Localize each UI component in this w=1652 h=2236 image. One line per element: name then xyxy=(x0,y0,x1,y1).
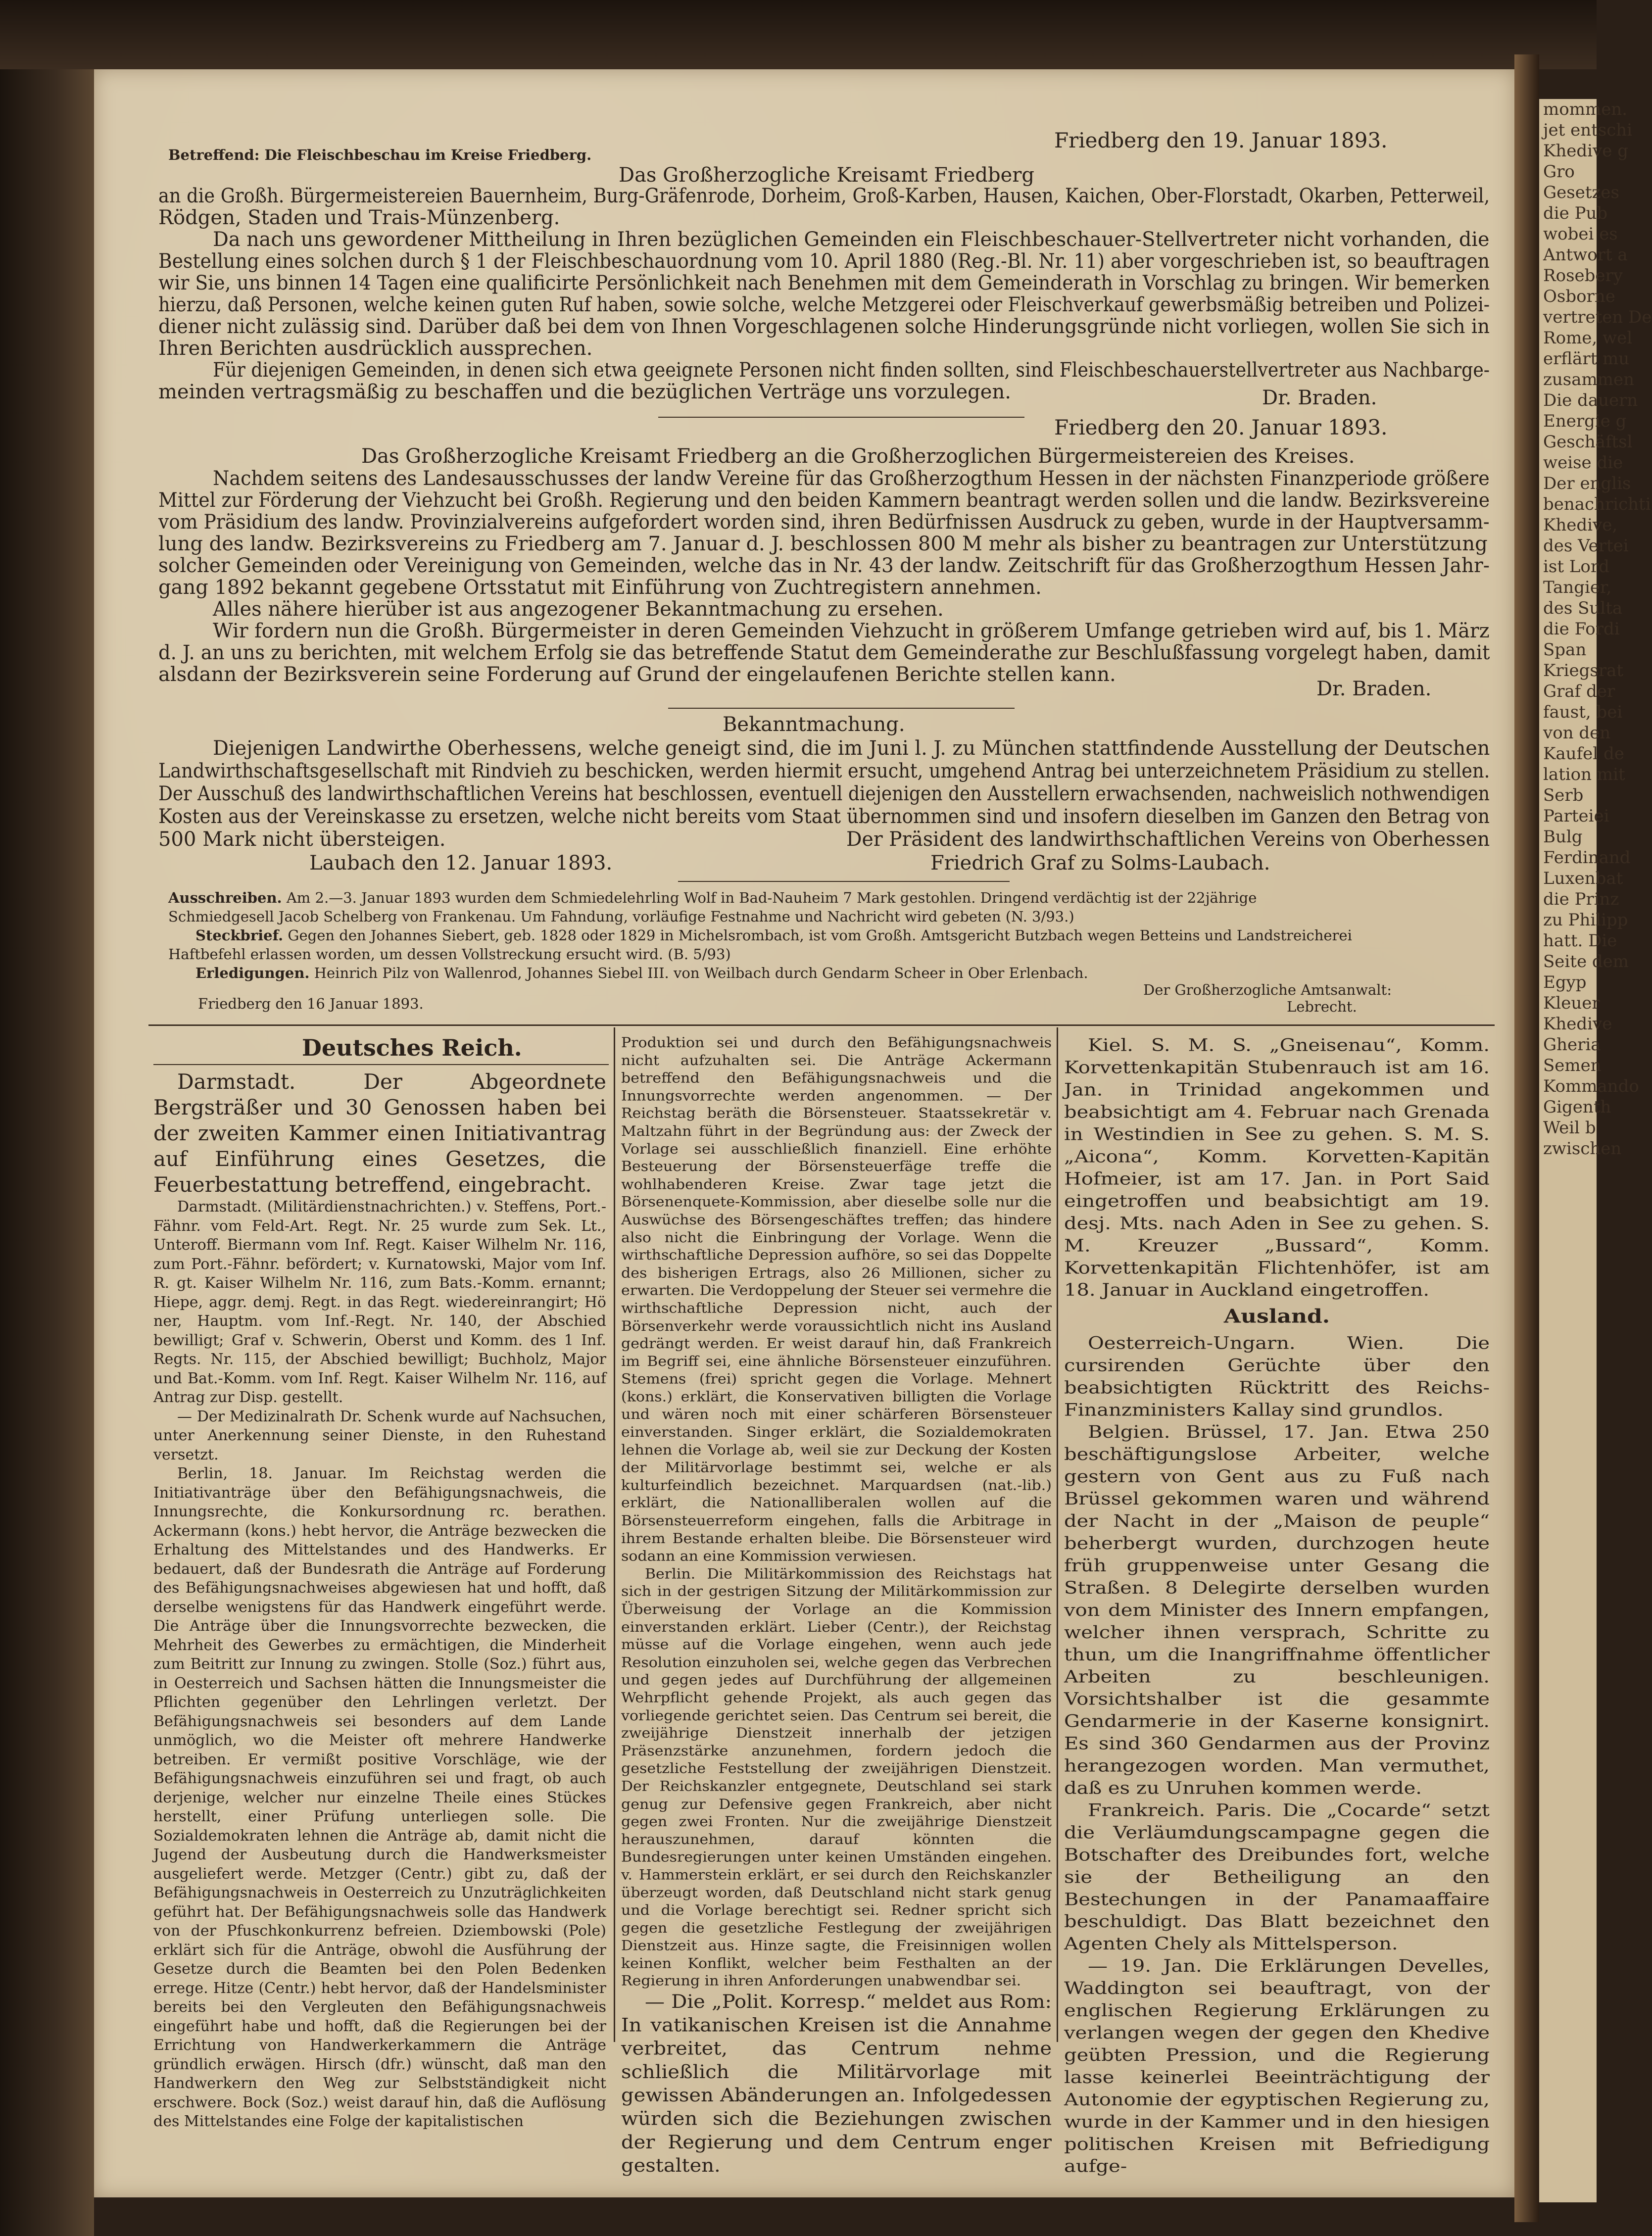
paragraph: — Der Medizinalrath Dr. Schenk wurde auf Nachsuchen, unter Anerkennung seiner Dienste, in den Ruhestand versetzt. xyxy=(153,1408,606,1463)
notice-line: 500 Mark nicht übersteigen. xyxy=(158,828,446,851)
notice1-heading: Das Großherzogliche Kreisamt Friedberg xyxy=(619,164,1034,187)
adjacent-page-fragment: Die dauern xyxy=(1543,390,1638,410)
adjacent-page-fragment: Semen xyxy=(1543,1056,1602,1075)
adjacent-page-fragment: des Vertei xyxy=(1543,536,1629,556)
paragraph: Berlin, 18. Januar. Im Reichstag werden die Initiativanträge über den Befähigungsnachweis, die Innungsrechte, die Konkursordnung rc. berathen. Ackermann (kons.) hebt hervor, die Anträge bezwecken die Erhaltung des Mittelstandes und des Handwerks. Er bedauert, daß der Bundesrath die Anträge auf Forderung des Befähigungsnachweises abgewiesen hat und hofft, daß derselbe wenigstens für das Handwerk eingeführt werde. Die Anträge über die Innungsvorrechte bezwecken, die Mehrheit des Gewerbes zu ermächtigen, die Minderheit zum Beitritt zur Innung zu zwingen. Stolle (Soz.) führt aus, in Oesterreich und Sachsen hätten die Innungsmeister die Pflichten gegenüber den Lehrlingen verletzt. Der Befähigungsnachweis sei besonders auf dem Lande unmöglich, wo die Meister oft mehrere Handwerke betreiben. Er vermißt positive Vorschläge, wie der Befähigungsnachweis einzuführen sei und fragt, ob auch derjenige, welcher nur einzelne Theile eines Stückes herstellt, einer Prüfung unterliegen solle. Die Sozialdemokraten lehnen die Anträge ab, damit nicht die Jugend der Ausbeutung durch die Handwerksmeister ausgeliefert werde. Metzger (Centr.) gibt zu, daß der Befähigungsnachweis in Oesterreich zu Unzuträglichkeiten geführt hat. Der Befähigungsnachweis solle das Handwerk von der Pfuschkonkurrenz befreien. Dziembowski (Pole) erklärt sich für die Anträge, obwohl die Ausführung der Gesetze durch die Beamten bei den Polen Bedenken errege. Hitze (Centr.) hebt hervor, daß der Handelsminister bereits bei den Vergleuten den Befähigungsnachweis eingeführt habe und hofft, daß die Regierungen bei der Errichtung von Handwerkerkammern die Anträge gründlich erwägen. Hirsch (dfr.) wünscht, daß man den Handwerkern den Weg zur Selbstständigkeit nicht erschwere. Bock (Soz.) weist darauf hin, daß die Auflösung des Mittelstandes eine Folge der kapitalistischen xyxy=(153,1465,606,2130)
paragraph: Belgien. Brüssel, 17. Jan. Etwa 250 beschäftigungslose Arbeiter, welche gestern von Gent aus zu Fuß nach Brüssel gekommen waren und während der Nacht in der „Maison de peuple“ beherbergt wurden, durchzogen heute früh gruppenweise unter Gesang die Straßen. 8 Delegirte derselben wurden von dem Minister des Innern empfangen, welcher ihnen versprach, Schritte zu thun, um die Inangriffnahme öffentlicher Arbeiten zu beschleunigen. Vorsichtshalber ist die gesammte Gendarmerie in der Kaserne konsignirt. Es sind 360 Gendarmen aus der Provinz herangezogen worden. Man vermuthet, daß es zu Unruhen kommen werde. xyxy=(1064,1422,1490,1799)
adjacent-page-fragment: Graf der xyxy=(1543,681,1615,701)
adjacent-page-fragment: Khedive g xyxy=(1543,141,1628,161)
notice-line: Da nach uns gewordener Mittheilung in Ihren bezüglichen Gemeinden ein Fleischbeschauer-Stellvertreter nicht vorhanden, die xyxy=(213,228,1490,251)
notice3-signer-name: Friedrich Graf zu Solms-Laubach. xyxy=(930,852,1270,875)
adjacent-page-fragment: Serb xyxy=(1543,785,1584,805)
police-label-ausschreiben: Ausschreiben. xyxy=(168,889,282,906)
notice3-dateline: Laubach den 12. Januar 1893. xyxy=(309,852,613,875)
column1-heading: Deutsches Reich. xyxy=(302,1034,522,1061)
ausland-heading: Ausland. xyxy=(1223,1306,1330,1328)
notice-line: Landwirthschaftsgesellschaft mit Rindvieh zu beschicken, werden hiermit ersucht, umgehend Antrag bei unterzeichnetem Präsidium zu stellen. xyxy=(158,760,1490,782)
paragraph: Produktion sei und durch den Befähigungsnachweis nicht aufzuhalten sei. Die Anträge Ackermann betreffend den Befähigungsnachweis und die Innungsvorrechte werden angenommen. — Der Reichstag beräth die Börsensteuer. Staatssekretär v. Maltzahn führt in der Begründung aus: der Zweck der Vorlage sei ausschließlich finanziell. Eine erhöhte Besteuerung der Börsensteuerfäge treffe die wohlhabenderen Kreise. Zwar tage jetzt die Börsenenquete-Kommission, aber dieselbe solle nur die Auswüchse des Börsengeschäftes treffen; das hindere also nicht die Einbringung der Vorlage. Wenn die wirthschaftliche Depression aufhöre, so sei das Doppelte des bisherigen Ertrags, also 26 Millionen, sicher zu erwarten. Die Verdoppelung der Steuer sei vermehre die wirthschaftliche Depression nicht, auch der Börsenverkehr werde voraussichtlich nicht ins Ausland gedrängt werden. Er weist darauf hin, daß Frankreich im Begriff sei, eine ähnliche Börsensteuer einzuführen. Stemens (frei) spricht gegen die Vorlage. Mehnert (kons.) erklärt, die Konservativen billigten die Vorlage und wären noch mit einer schärferen Börsensteuer einverstanden. Singer erklärt, die Sozialdemokraten lehnen die Vorlage ab, weil sie zur Deckung der Kosten der Militärvorlage bestimmt sei, welche er als kulturfeindlich bezeichnet. Marquardsen (nat.-lib.) erklärt, die Nationalliberalen wollen auf die Börsensteuerreform eingehen, falls die Arbitrage in ihrem Bestande erhalten bleibe. Die Börsensteuer wird sodann an eine Kommission verwiesen. xyxy=(621,1034,1052,1564)
police-line-4: Haftbefehl erlassen worden, um dessen Vollstreckung ersucht wird. (B. 5/93) xyxy=(168,946,731,963)
police-signer: Der Großherzogliche Amtsanwalt: xyxy=(1143,981,1392,998)
adjacent-page-fragment: Span xyxy=(1543,640,1587,660)
adjacent-page-fragment: Khedive xyxy=(1543,1014,1612,1034)
column-rule xyxy=(1057,1027,1058,2042)
adjacent-page-fragment: Luxenbat xyxy=(1543,869,1623,888)
adjacent-page-fragment: die Prinz xyxy=(1543,889,1619,909)
adjacent-page-fragment: Khedive, xyxy=(1543,515,1618,535)
notice-line: Nachdem seitens des Landesausschusses der landw Vereine für das Großherzogthum Hessen in der nächsten Finanzperiode größere xyxy=(213,467,1490,490)
notice1-dateline: Friedberg den 19. Januar 1893. xyxy=(1054,128,1388,152)
paragraph: Darmstadt. (Militärdienstnachrichten.) v. Steffens, Port.-Fähnr. vom Feld-Art. Regt. Nr. 25 wurde zum Sek. Lt., Unteroff. Biermann vom Inf. Regt. Kaiser Wilhelm Nr. 116, zum Port.-Fähnr. befördert; v. Kurnatowski, Major vom Inf. R. gt. Kaiser Wilhelm Nr. 116, zum Bats.-Komm. ernannt; Hiepe, aggr. demj. Regt. in das Regt. wiedereinrangirt; Hö ner, Hauptm. vom Inf.-Regt. Nr. 140, der Abschied bewilligt; Graf v. Schwerin, Oberst und Komm. des 1 Inf. Regts. Nr. 115, der Abschied bewilligt; Buchholz, Major und Bat.-Komm. vom Inf. Regt. Kaiser Wilhelm Nr. 116, auf Antrag zur Disp. gestellt. xyxy=(153,1198,606,1406)
divider xyxy=(658,417,1024,418)
adjacent-page-fragment: die Pub xyxy=(1543,203,1608,223)
adjacent-page-fragment: zusammen xyxy=(1543,370,1635,389)
paragraph: Kiel. S. M. S. „Gneisenau“, Komm. Korvettenkapitän Stubenrauch ist am 16. Jan. in Trinidad angekommen und beabsichtigt am 4. Februar nach Grenada in Westindien in See zu gehen. S. M. S. „Aicona“, Komm. Korvetten-Kapitän Hofmeier, ist am 17. Jan. in Port Said eingetroffen und beabsichtigt am 19. desj. Mts. nach Aden in See zu gehen. S. M. Kreuzer „Bussard“, Komm. Korvettenkapitän Flichtenhöfer, ist am 18. Januar in Auckland eingetroffen. xyxy=(1064,1035,1490,1300)
adjacent-page-fragment: Energie g xyxy=(1543,411,1627,431)
notice3-heading: Bekanntmachung. xyxy=(723,713,905,736)
divider xyxy=(668,708,1015,709)
notice2-dateline: Friedberg den 20. Januar 1893. xyxy=(1054,415,1388,439)
column2-text xyxy=(621,1034,1052,2178)
adjacent-page-fragment: vertreten De xyxy=(1543,307,1652,327)
notice-line: Ihren Berichten ausdrücklich aussprechen. xyxy=(158,337,593,360)
column-rule xyxy=(614,1027,615,2042)
notice1-signature: Dr. Braden. xyxy=(1262,387,1377,409)
notice-line: an die Großh. Bürgermeistereien Bauernheim, Burg-Gräfenrode, Dorheim, Groß-Karben, Hausen, Kaichen, Ober-Florstadt, Okarben, Petterweil, xyxy=(158,185,1490,207)
book-binding-left xyxy=(0,0,94,2236)
adjacent-page-fragment: Kleuer xyxy=(1543,993,1600,1013)
adjacent-page-fragment: Gigenth xyxy=(1543,1097,1611,1117)
adjacent-page-fragment: Kommando xyxy=(1543,1076,1639,1096)
adjacent-page-fragment: Gro xyxy=(1543,162,1575,182)
police-label-erledigungen: Erledigungen. xyxy=(195,965,310,981)
adjacent-page-fragment: Egyp xyxy=(1543,972,1587,992)
adjacent-page-fragment: Kriegsrat xyxy=(1543,661,1624,681)
divider xyxy=(678,881,1010,882)
notice-line: Für diejenigen Gemeinden, in denen sich etwa geeignete Personen nicht finden sollten, sind Fleischbeschauerstellvertreter aus Nachbarge- xyxy=(213,359,1490,382)
adjacent-page-fragment: mommen. xyxy=(1543,99,1628,119)
adjacent-page-fragment: Parteiei xyxy=(1543,806,1609,826)
adjacent-page-fragment: Ferdinand xyxy=(1543,848,1631,868)
paragraph: Oesterreich-Ungarn. Wien. Die cursirenden Gerüchte über den beabsichtigten Rücktritt des Reichs-Finanzministers Kallay sind grundlos. xyxy=(1064,1333,1490,1420)
adjacent-page-fragment: Seite dem xyxy=(1543,952,1629,972)
notice-line: lung des landw. Bezirksvereins zu Friedberg am 7. Januar d. J. beschlossen 800 M mehr als bisher zu beantragen zur Unterstützung xyxy=(158,533,1488,555)
notice-line: Diejenigen Landwirthe Oberhessens, welche geneigt sind, die im Juni l. J. zu München stattfindende Ausstellung der Deutschen xyxy=(213,737,1490,760)
notice2-signature: Dr. Braden. xyxy=(1316,678,1432,700)
notice-line: Bestellung eines solchen durch § 1 der Fleischbeschauordnung vom 10. April 1880 (Reg.-Bl. Nr. 11) aber vorgeschrieben ist, so beauftragen xyxy=(158,250,1490,273)
notice-line: Rödgen, Staden und Trais-Münzenberg. xyxy=(158,206,560,229)
adjacent-page-fragment: erflärt mu xyxy=(1543,349,1630,369)
police-line-2: Schmiedgesell Jacob Schelberg von Frankenau. Um Fahndung, vorläufige Festnahme und Nachricht wird gebeten (N. 3/93.) xyxy=(168,908,1074,925)
column1-text xyxy=(153,1069,606,2132)
adjacent-page-fragment: Osborne xyxy=(1543,287,1615,306)
adjacent-page-fragment: weise die xyxy=(1543,453,1623,473)
adjacent-page-fragment: die Fordi xyxy=(1543,619,1620,639)
notice-line: Der Ausschuß des landwirthschaftlichen Vereins hat beschlossen, eventuell diejenigen den Ausstellern erwachsenden, nachweislich nothwendigen xyxy=(158,782,1490,805)
paragraph: Darmstadt. Der Abgeordnete Bergsträßer und 30 Genossen haben bei der zweiten Kammer einen Initiativantrag auf Einführung eines Gesetzes, die Feuerbestattung betreffend, eingebracht. xyxy=(153,1069,606,1197)
paragraph: Berlin. Die Militärkommission des Reichstags hat sich in der gestrigen Sitzung der Militärkommission zur Überweisung der Vorlage an die Kommission einverstanden erklärt. Lieber (Centr.), der Reichstag müsse auf die Vorlage eingehen, wenn auch jede Resolution einzuholen sei, welche gegen das Verbrechen und gegen jedes auf Durchführung der allgemeinen Wehrpflicht gehende Projekt, als auch gegen das vorliegende gerichtet seien. Das Centrum sei bereit, die zweijährige Dienstzeit innerhalb der jetzigen Präsenzstärke anzunehmen, fordern jedoch die gesetzliche Feststellung der zweijährigen Dienstzeit. Der Reichskanzler entgegnete, Deutschland sei stark genug zur Defensive gegen Frankreich, aber nicht gegen zwei Fronten. Nur die zweijährige Dienstzeit herauszunehmen, darauf könnten die Bundesregierungen unter keinen Umständen eingehen. v. Hammerstein erklärt, er sei durch den Reichskanzler überzeugt worden, daß Deutschland nicht stark genug und die Vorlage berechtigt sei. Redner spricht sich gegen die gesetzliche Festlegung der zweijährigen Dienstzeit aus. Hinze sagte, die Freisinnigen wollen keinen Konflikt, welcher beim Festhalten an der Regierung in ihren Anforderungen unabwendbar sei. xyxy=(621,1566,1052,1990)
police-signer-name: Lebrecht. xyxy=(1287,998,1357,1015)
notice-line: d. J. an uns zu berichten, mit welchem Erfolg sie das betreffende Statut dem Gemeinderathe zur Beschlußfassung vorgelegt haben, damit xyxy=(158,641,1490,664)
adjacent-page-fragment: Gesetzes xyxy=(1543,183,1619,202)
adjacent-page-fragment: Antwort a xyxy=(1543,245,1628,265)
adjacent-page-fragment: Der englis xyxy=(1543,474,1631,493)
adjacent-page-fragment: von den xyxy=(1543,723,1611,743)
notice-line: meinden vertragsmäßig zu beschaffen und die bezüglichen Verträge uns vorzulegen. xyxy=(158,381,1011,403)
adjacent-page-fragment: hatt. Die xyxy=(1543,931,1617,951)
notice-line: wir Sie, uns binnen 14 Tagen eine qualificirte Persönlichkeit nach Benehmen mit dem Gemeinderath in Vorschlag zu bringen. Wir bemerken xyxy=(158,272,1490,294)
section-rule xyxy=(148,1024,1495,1026)
adjacent-page-fragment: lation mit xyxy=(1543,765,1625,784)
adjacent-page-fragment: jet entschi xyxy=(1543,120,1633,140)
adjacent-page-fragment: faust, bei xyxy=(1543,702,1623,722)
police-line-5: Erledigungen. Heinrich Pilz von Wallenrod, Johannes Siebel III. von Weilbach durch Gendarm Scheer in Ober Erlenbach. xyxy=(195,965,1088,981)
notice-line: alsdann der Bezirksverein seine Forderung auf Grund der eingelaufenen Berichte stellen kann. xyxy=(158,663,1116,686)
notice2-heading: Das Großherzogliche Kreisamt Friedberg an die Großherzoglichen Bürgermeistereien des Kreises. xyxy=(361,445,1355,468)
paragraph: — 19. Jan. Die Erklärungen Develles, Waddington sei beauftragt, von der englischen Regierung Erklärungen zu verlangen wegen der gegen den Khedive geübten Pression, und die Regierung lasse keinerlei Beeinträchtigung der Autonomie der egyptischen Regierung zu, wurde in der Kammer und in den hiesigen politischen Kreisen mit Befriedigung aufge- xyxy=(1064,1956,1490,2177)
paragraph: Frankreich. Paris. Die „Cocarde“ setzt die Verläumdungscampagne gegen die Botschafter des Dreibundes fort, welche sie der Betheiligung an den Bestechungen in der Panamaaffaire beschuldigt. Das Blatt bezeichnet den Agenten Chely als Mittelsperson. xyxy=(1064,1800,1490,1954)
notice-line: Mittel zur Förderung der Viehzucht bei Großh. Regierung und den beiden Kammern beantragt werden sollen und die landw. Bezirksvereine xyxy=(158,489,1490,512)
adjacent-page-fragment: Bulg xyxy=(1543,827,1583,847)
adjacent-page-fragment: wobei es xyxy=(1543,224,1618,244)
book-gutter xyxy=(1514,54,1539,2222)
notice-line: diener nicht zulässig sind. Darüber daß bei dem von Ihnen Vorgeschlagenen solche Hinderungsgründe nicht vorliegen, wollen Sie sich in xyxy=(158,315,1490,338)
notice1-subject: Betreffend: Die Fleischbeschau im Kreise Friedberg. xyxy=(168,146,592,163)
notice-line: hierzu, daß Personen, welche keinen guten Ruf haben, sowie solche, welche Metzgerei oder Fleischverkauf gewerbsmäßig betreiben und Polizei- xyxy=(158,293,1490,316)
adjacent-page-fragment: Gheria xyxy=(1543,1035,1601,1055)
police-line-1: Ausschreiben. Am 2.—3. Januar 1893 wurden dem Schmiedelehrling Wolf in Bad-Nauheim 7 Mark gestohlen. Dringend verdächtig ist der 22jährige xyxy=(168,889,1257,906)
adjacent-page-fragment: des Sulta xyxy=(1543,598,1623,618)
adjacent-page-fragment: Geschäftsl xyxy=(1543,432,1633,452)
police-label-steckbrief: Steckbrief. xyxy=(195,927,284,944)
adjacent-page-fragment: zwischen xyxy=(1543,1139,1622,1159)
adjacent-page-fragment: ist Lord xyxy=(1543,557,1609,577)
notice-line: Alles nähere hierüber ist aus angezogener Bekanntmachung zu ersehen. xyxy=(213,598,944,621)
adjacent-page-fragment: Kaufel de xyxy=(1543,744,1624,764)
notice-line: Kosten aus der Vereinskasse zu ersetzen, welche nicht bereits vom Staat übernommen sind und insofern dieselben im Ganzen den Betrag von xyxy=(158,805,1490,828)
newspaper-page xyxy=(94,69,1514,2197)
police-line-3: Steckbrief. Gegen den Johannes Siebert, geb. 1828 oder 1829 in Michelsrombach, ist vom Großh. Amtsgericht Butzbach wegen Betteins und Landstreicherei xyxy=(195,927,1352,944)
adjacent-page-fragment: Rosebery xyxy=(1543,266,1623,286)
adjacent-page-fragment: Tangier, xyxy=(1543,578,1612,597)
adjacent-page-fragment: benachrichti xyxy=(1543,494,1651,514)
paragraph: — Die „Polit. Korresp.“ meldet aus Rom: In vatikanischen Kreisen ist die Annahme verbreitet, das Centrum nehme schließlich die Militärvorlage mit gewissen Abänderungen an. Infolgedessen würden sich die Beziehungen zwischen der Regierung und dem Centrum enger gestalten. xyxy=(621,1991,1052,2177)
police-dateline: Friedberg den 16 Januar 1893. xyxy=(198,995,424,1012)
book-binding-top xyxy=(0,0,1597,69)
heading-underline xyxy=(153,1064,609,1065)
notice-line: vom Präsidium des landw. Provinzialvereins aufgefordert worden sind, ihren Bedürfnissen Ausdruck zu geben, wurde in der Hauptversamm- xyxy=(158,511,1490,534)
adjacent-page-edge xyxy=(1539,99,1652,2202)
adjacent-page-fragment: Rome, wel xyxy=(1543,328,1633,348)
notice3-signer: Der Präsident des landwirthschaftlichen Vereins von Oberhessen xyxy=(846,828,1490,851)
adjacent-page-fragment: zu Philipp xyxy=(1543,910,1628,930)
notice-line: solcher Gemeinden oder Vereinigung von Gemeinden, welche das in Nr. 43 der landw. Zeitschrift für das Großherzogthum Hessen Jahr- xyxy=(158,554,1490,577)
notice-line: gang 1892 bekannt gegebene Ortsstatut mit Einführung von Zuchtregistern annehmen. xyxy=(158,576,1042,599)
notice-line: Wir fordern nun die Großh. Bürgermeister in deren Gemeinden Viehzucht in größerem Umfange getrieben wird auf, bis 1. März xyxy=(213,620,1490,642)
adjacent-page-fragment: Weil b xyxy=(1543,1118,1596,1138)
column3-text xyxy=(1064,1034,1490,2178)
